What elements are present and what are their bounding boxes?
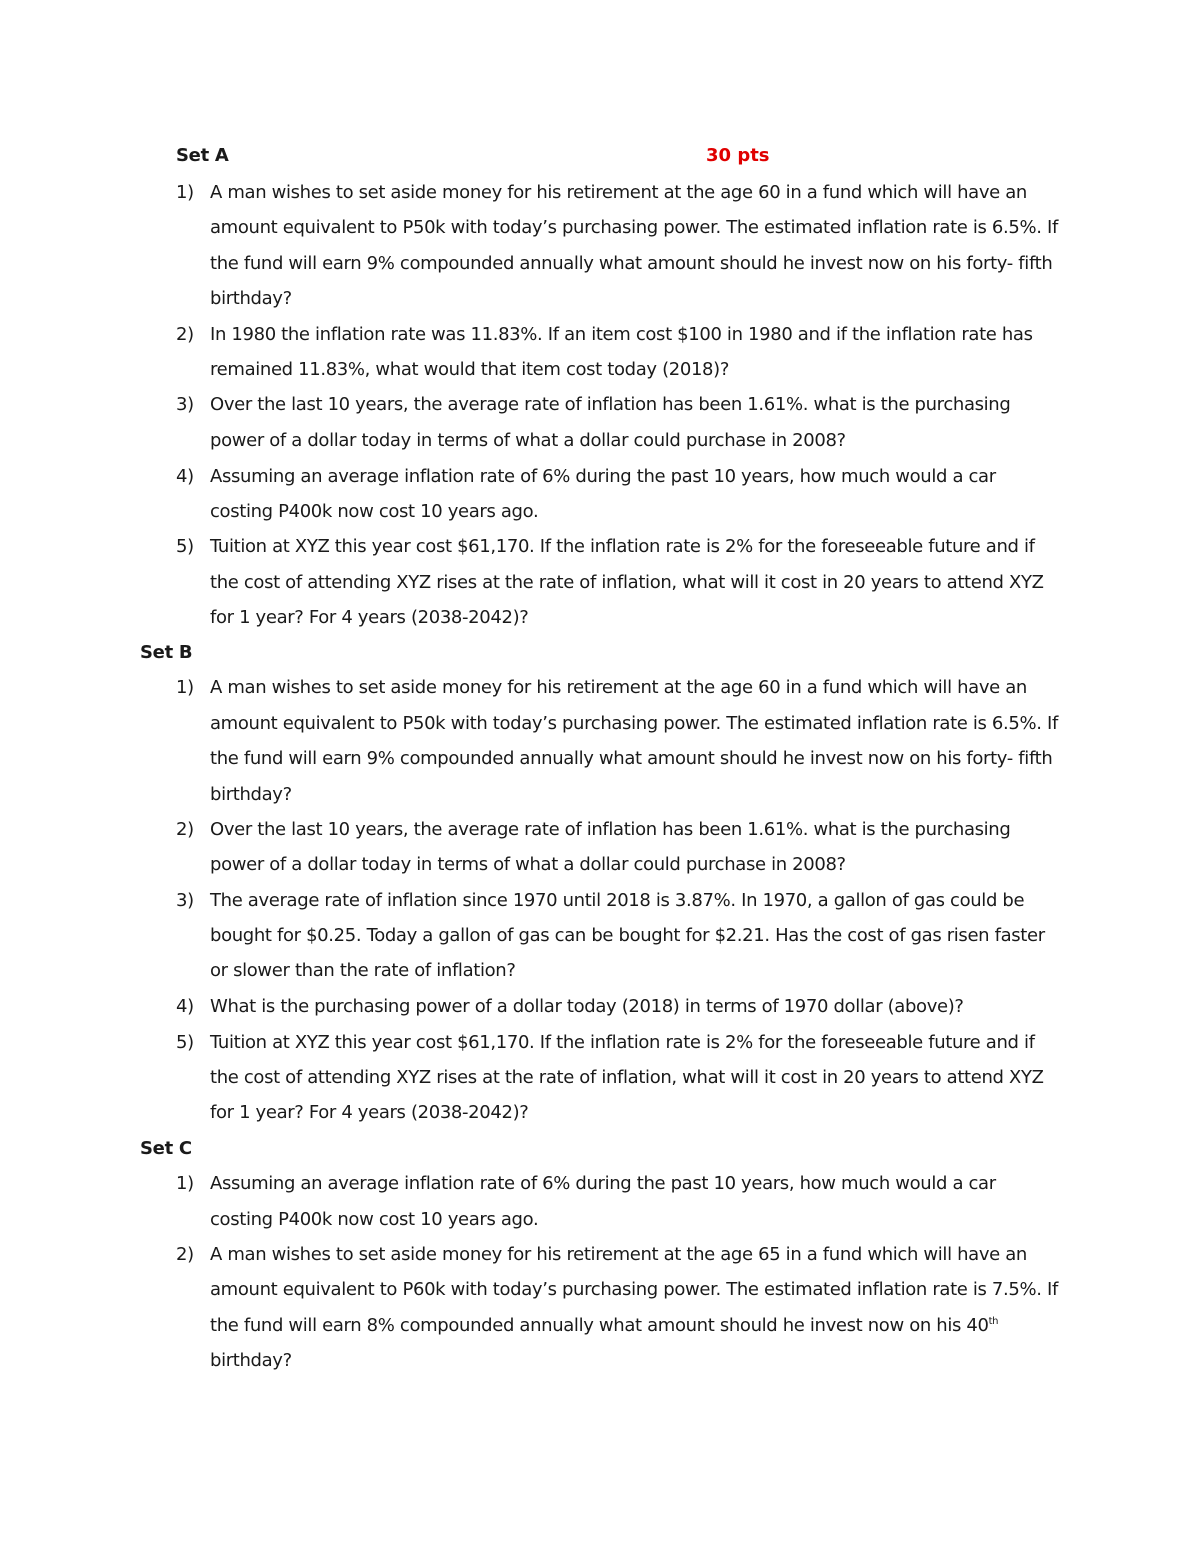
question-text-line: Assuming an average inflation rate of 6% during the past 10 years, how much would a car (210, 1173, 996, 1194)
question-text-line: birthday? (210, 1350, 292, 1371)
set-c-title: Set C (140, 1138, 192, 1159)
set-b-title: Set B (140, 642, 193, 663)
question-text-line: birthday? (210, 784, 292, 805)
question-text-line: Tuition at XYZ this year cost $61,170. If the inflation rate is 2% for the foreseeable future and if (210, 1032, 1035, 1053)
question-text-line: power of a dollar today in terms of what a dollar could purchase in 2008? (210, 430, 846, 451)
question-text-line: costing P400k now cost 10 years ago. (210, 1209, 539, 1230)
question-number: 4) (176, 996, 194, 1017)
question-number: 2) (176, 1244, 194, 1265)
question-text-line: the fund will earn 9% compounded annually what amount should he invest now on his forty- fifth (210, 253, 1053, 274)
question-text: the fund will earn 8% compounded annually what amount should he invest now on his 40 (210, 1315, 989, 1336)
question-number: 2) (176, 819, 194, 840)
question-number: 1) (176, 182, 194, 203)
question-text-line: amount equivalent to P50k with today’s purchasing power. The estimated inflation rate is 6.5%. If (210, 713, 1058, 734)
question-text-line: The average rate of inflation since 1970 until 2018 is 3.87%. In 1970, a gallon of gas could be (210, 890, 1025, 911)
question-text-line: power of a dollar today in terms of what a dollar could purchase in 2008? (210, 854, 846, 875)
question-number: 5) (176, 1032, 194, 1053)
question-number: 5) (176, 536, 194, 557)
question-text-line: A man wishes to set aside money for his retirement at the age 60 in a fund which will have an (210, 677, 1027, 698)
question-text-line: bought for $0.25. Today a gallon of gas can be bought for $2.21. Has the cost of gas risen faster (210, 925, 1045, 946)
question-text-line: or slower than the rate of inflation? (210, 960, 516, 981)
question-text-line: What is the purchasing power of a dollar today (2018) in terms of 1970 dollar (above)? (210, 996, 964, 1017)
question-number: 3) (176, 394, 194, 415)
question-text-line: the cost of attending XYZ rises at the rate of inflation, what will it cost in 20 years to attend XYZ (210, 572, 1044, 593)
question-text-line: Tuition at XYZ this year cost $61,170. If the inflation rate is 2% for the foreseeable future and if (210, 536, 1035, 557)
question-text-line: Assuming an average inflation rate of 6% during the past 10 years, how much would a car (210, 466, 996, 487)
question-text-line: A man wishes to set aside money for his retirement at the age 65 in a fund which will have an (210, 1244, 1027, 1265)
question-text-line: for 1 year? For 4 years (2038-2042)? (210, 607, 529, 628)
question-number: 1) (176, 677, 194, 698)
question-text-line: Over the last 10 years, the average rate of inflation has been 1.61%. what is the purchasing (210, 394, 1011, 415)
points-label: 30 pts (706, 145, 770, 166)
question-text-line: for 1 year? For 4 years (2038-2042)? (210, 1102, 529, 1123)
question-text-line: the fund will earn 9% compounded annually what amount should he invest now on his forty- fifth (210, 748, 1053, 769)
question-text-line: In 1980 the inflation rate was 11.83%. If an item cost $100 in 1980 and if the inflation rate has (210, 324, 1033, 345)
question-text-line: Over the last 10 years, the average rate of inflation has been 1.61%. what is the purchasing (210, 819, 1011, 840)
question-number: 2) (176, 324, 194, 345)
question-text-line: the cost of attending XYZ rises at the rate of inflation, what will it cost in 20 years to attend XYZ (210, 1067, 1044, 1088)
set-a-title: Set A (176, 145, 229, 166)
question-text-line: amount equivalent to P60k with today’s purchasing power. The estimated inflation rate is 7.5%. If (210, 1279, 1058, 1300)
question-text-line: A man wishes to set aside money for his retirement at the age 60 in a fund which will have an (210, 182, 1027, 203)
question-text-line: remained 11.83%, what would that item cost today (2018)? (210, 359, 730, 380)
ordinal-suffix: th (988, 1316, 999, 1327)
question-text-line: costing P400k now cost 10 years ago. (210, 501, 539, 522)
question-number: 1) (176, 1173, 194, 1194)
question-text-line: amount equivalent to P50k with today’s purchasing power. The estimated inflation rate is 6.5%. If (210, 217, 1058, 238)
question-text-line (210, 1315, 998, 1336)
question-number: 3) (176, 890, 194, 911)
question-number: 4) (176, 466, 194, 487)
question-text-line: birthday? (210, 288, 292, 309)
